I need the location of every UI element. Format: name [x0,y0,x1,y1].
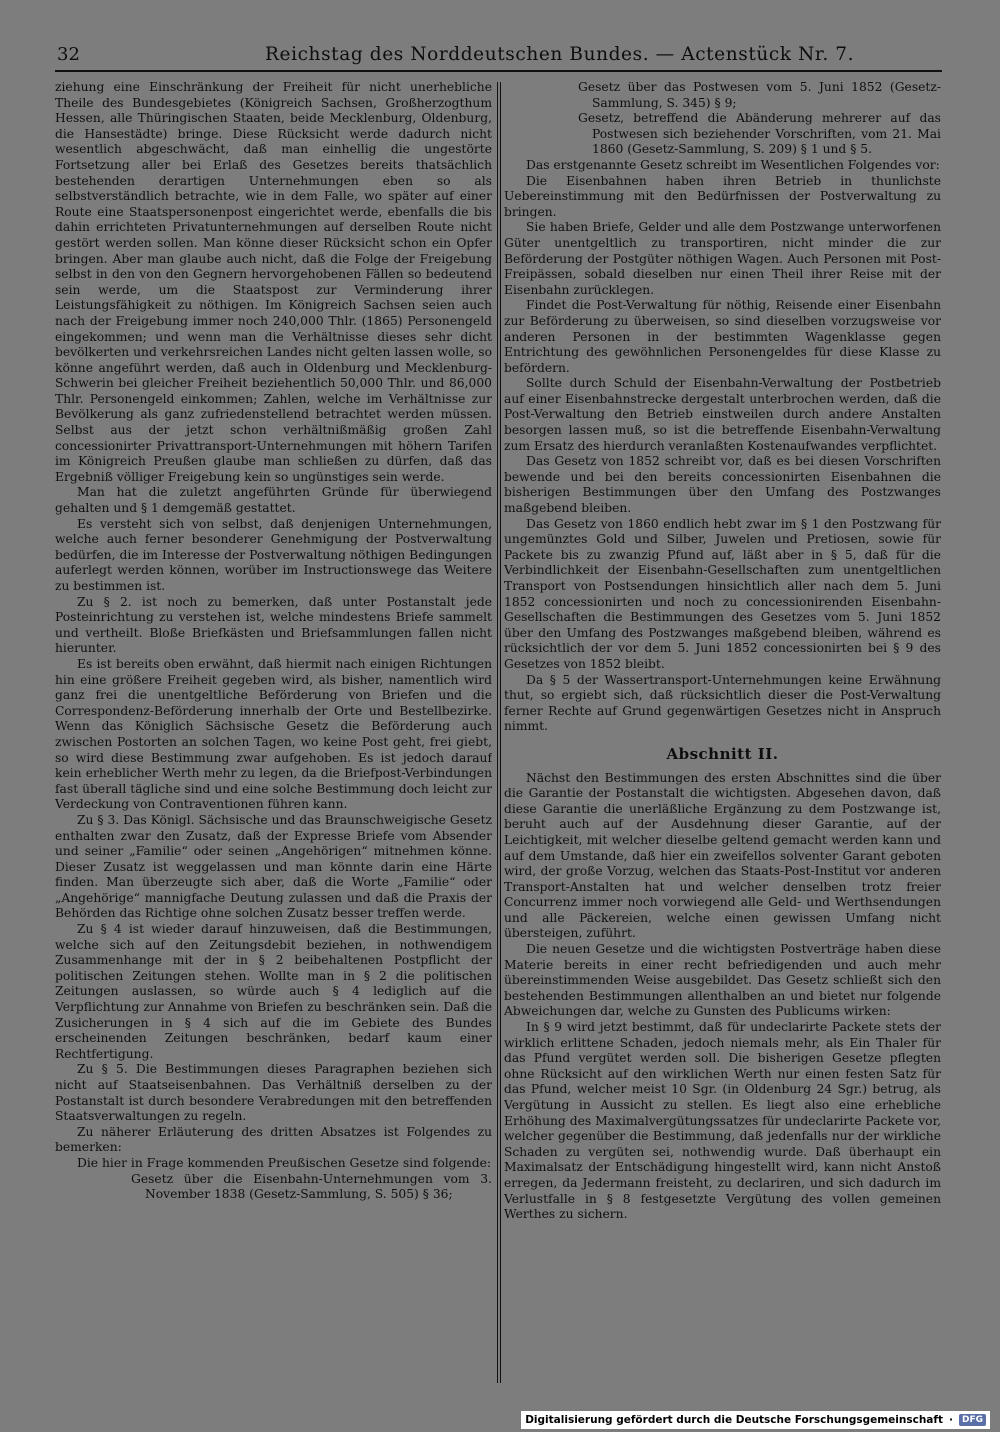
paragraph: Zu § 5. Die Bestimmungen dieses Paragraphen beziehen sich nicht auf Staatseisenbahnen. Das Verhältniß derselben zu der Postanstalt ist durch besondere Verabredungen mit den betreffenden Staatsverwaltungen zu regeln. [55,1062,492,1124]
paragraph: Zu § 2. ist noch zu bemerken, daß unter Postanstalt jede Posteinrichtung zu verstehen ist, welche mindestens Briefe sammelt und vertheilt. Bloße Briefkästen und Briefsammlungen fallen nicht hierunter. [55,594,492,656]
footer-text: Digitalisierung gefördert durch die Deutsche Forschungsgemeinschaft [525,1414,943,1426]
paragraph: Nächst den Bestimmungen des ersten Abschnittes sind die über die Garantie der Postanstalt die wichtigsten. Abgesehen davon, daß diese Garantie die unerläßliche Ergänzung zu dem Postzwange ist, beruht auch auf der Ausdehnung dieser Garantie, auf der Leichtigkeit, mit welcher dieselbe geltend gemacht werden kann und auf dem Umstande, daß hier ein zweifellos solventer Garant geboten wird, der große Vorzug, welchen das Staats-Post-Institut vor anderen Transport-Anstalten hat und welcher denselben trotz freier Concurrenz immer noch vorwiegend alle Geld- und Werthsendungen und alle Päckereien, welche einen gewissen Umfang nicht übersteigen, zuführt. [504,770,941,941]
paragraph: Das Gesetz von 1860 endlich hebt zwar im § 1 den Postzwang für ungemünztes Gold und Silber, Juwelen und Pretiosen, sowie für Packete bis zu zwanzig Pfund auf, läßt aber in § 5, daß für die Verbindlichkeit der Eisenbahn-Gesellschaften zum unentgeltlichen Transport von Postsendungen hinsichtlich aller nach dem 5. Juni 1852 concessionirten und noch zu concessionirenden Eisenbahn-Gesellschaften die Bestimmungen des Gesetzes vom 5. Juni 1852 über den Umfang des Postzwanges maßgebend bleiben, während es rücksichtlich der vor dem 5. Juni 1852 concessionirten bei § 9 des Gesetzes von 1852 bleibt. [504,516,941,671]
paragraph: In § 9 wird jetzt bestimmt, daß für undeclarirte Packete stets der wirklich erlittene Schaden, jedoch niemals mehr, als Ein Thaler für das Pfund vergütet werden soll. Die bisherigen Gesetze pflegten ohne Rücksicht auf den wirklichen Werth nur einen festen Satz für das Pfund, welcher meist 10 Sgr. (in Oldenburg 24 Sgr.) betrug, als Vergütung in Aussicht zu stellen. Es liegt also eine erhebliche Erhöhung des Maximalvergütungssatzes für undeclarirte Packete vor, welcher gegenüber die Bestimmung, daß jedenfalls nur der wirkliche Schaden zu vergüten sei, nothwendig wurde. Daß überhaupt ein Maximalsatz der Entschädigung hingestellt wird, kann nicht Anstoß erregen, da Jedermann freisteht, zu declariren, und sich dadurch im Verlustfalle in § 8 festgesetzte Vergütung des vollen gemeinen Werthes zu sichern. [504,1020,941,1222]
right-column [504,80,941,1385]
paragraph: Sie haben Briefe, Gelder und alle dem Postzwange unterworfenen Güter unentgeltlich zu transportiren, nicht minder die zur Beförderung der Postgüter nöthigen Wagen. Auch Personen mit Post-Freipässen, sobald dieselben nur einen Theil ihrer Reise mit der Eisenbahn zurücklegen. [504,220,941,297]
paragraph: Das Gesetz von 1852 schreibt vor, daß es bei diesen Vorschriften bewende und bei den bereits concessionirten Eisenbahnen die bisherigen Bestimmungen über den Umfang des Postzwanges maßgebend bleiben. [504,454,941,516]
paragraph: Sollte durch Schuld der Eisenbahn-Verwaltung der Postbetrieb auf einer Eisenbahnstrecke dergestalt unterbrochen werden, daß die Post-Verwaltung den Betrieb einstweilen durch andere Anstalten besorgen lassen muß, so ist die betreffende Eisenbahn-Verwaltung zum Ersatz des hierdurch veranlaßten Kostenaufwandes verpflichtet. [504,376,941,453]
column-divider [497,82,501,1383]
page-number: 32 [57,44,80,65]
paragraph: ziehung eine Einschränkung der Freiheit für nicht unerhebliche Theile des Bundesgebietes (Königreich Sachsen, Großherzogthum Hessen, alle Thüringischen Staaten, beide Mecklenburg, Oldenburg, die Hansestädte) bringe. Diese Rücksicht werde dadurch nicht wesentlich abgeschwächt, daß man einhellig die ungestörte Fortsetzung aller bei Erlaß des Gesetzes bereits thatsächlich bestehenden derartigen Unternehmungen eben so als selbstverständlich betrachte, wie in dem Falle, wo später auf einer Route eine Staatspersonenpost eingerichtet werde, ebenfalls die bis dahin errichteten Privatunternehmungen auf derselben Route nicht gestört werden sollen. Man könne dieser Rücksicht schon ein Opfer bringen. Aber man glaube auch nicht, daß die Folge der Freigebung selbst in den von den Gegnern hervorgehobenen Fällen so bedeutend sein werde, um die Staatspost zur Verminderung ihrer Leistungsfähigkeit zu nöthigen. Im Königreich Sachsen seien auch nach der Freigebung immer noch 240,000 Thlr. (1865) Personengeld eingekommen; und wenn man die Verhältnisse dieses sehr dicht bevölkerten und verkehrsreichen Landes nicht gelten lassen wolle, so könne angeführt werden, daß auch in Oldenburg und Mecklenburg-Schwerin bei gleicher Freiheit beziehentlich 50,000 Thlr. und 86,000 Thlr. Personengeld einkommen; Zahlen, welche im Verhältnisse zur Bevölkerung als ganz zufriedenstellend betrachtet werden müssen. Selbst aus der jetzt schon verhältnißmäßig großen Zahl concessionirter Privattransport-Unternehmungen mit höhern Tarifen im Königreich Preußen glaube man schließen zu dürfen, daß das Ergebniß völliger Freigebung kein so ungünstiges sein werde. [55,80,492,484]
paragraph: Zu § 4 ist wieder darauf hinzuweisen, daß die Bestimmungen, welche sich auf den Zeitungsdebit beziehen, in nothwendigem Zusammenhange mit der in § 2 beibehaltenen Postpflicht der politischen Zeitungen stehen. Wollte man in § 2 die politischen Zeitungen auslassen, so würde auch § 4 lediglich auf die Verpflichtung zur Annahme von Briefen zu beschränken sein. Daß die Zusicherungen in § 4 sich auf die im Gebiete des Bundes erscheinenden Zeitungen beschränken, bedarf kaum einer Rechtfertigung. [55,922,492,1061]
paragraph: Die hier in Frage kommenden Preußischen Gesetze sind folgende: [77,1155,492,1170]
paragraph: Die Eisenbahnen haben ihren Betrieb in thunlichste Uebereinstimmung mit den Bedürfnissen der Postverwaltung zu bringen. [504,173,941,219]
paragraph: Das erstgenannte Gesetz schreibt im Wesentlichen Folgendes vor: [526,157,940,172]
right-column-upper [504,80,941,735]
paragraph: Gesetz über das Postwesen vom 5. Juni 1852 (Gesetz-Sammlung, S. 345) § 9; [578,80,941,110]
paragraph: Zu näherer Erläuterung des dritten Absatzes ist Folgendes zu bemerken: [55,1124,492,1155]
paragraph: Da § 5 der Wassertransport-Unternehmungen keine Erwähnung thut, so ergiebt sich, daß rücksichtlich dieser die Post-Verwaltung ferner Rechte auf Grund gegenwärtigen Gesetzes nicht in Anspruch nimmt. [504,672,941,734]
paragraph: Zu § 3. Das Königl. Sächsische und das Braunschweigische Gesetz enthalten zwar den Zusatz, daß der Expresse Briefe vom Absender und seiner „Familie“ oder seinen „Angehörigen“ mitnehmen könne. Dieser Zusatz ist weggelassen und man könnte darin eine Härte finden. Man überzeugte sich aber, daß die Worte „Familie“ oder „Angehörige“ mannigfache Deutung zulassen und daß die Praxis der Behörden das Richtige ohne solchen Zusatz besser treffen werde. [55,812,492,921]
right-column-lower [504,771,941,1223]
left-column [55,80,492,1385]
paragraph: Man hat die zuletzt angeführten Gründe für überwiegend gehalten und § 1 demgemäß gestattet. [55,485,492,516]
paragraph: Gesetz über die Eisenbahn-Unternehmungen vom 3. November 1838 (Gesetz-Sammlung, S. 505) § 36; [131,1171,492,1202]
paragraph: Gesetz, betreffend die Abänderung mehrerer auf das Postwesen sich beziehender Vorschriften, vom 21. Mai 1860 (Gesetz-Sammlung, S. 209) § 1 und § 5. [578,111,941,157]
section-heading: Abschnitt II. [666,744,779,763]
paragraph: Es versteht sich von selbst, daß denjenigen Unternehmungen, welche auch ferner besonderer Genehmigung der Postverwaltung bedürfen, die im Interesse der Postverwaltung nöthigen Bedingungen auferlegt werden können, worüber im Instructionswege das Weitere zu bestimmen ist. [55,516,492,593]
paragraph: Findet die Post-Verwaltung für nöthig, Reisende einer Eisenbahn zur Beförderung zu überweisen, so sind dieselben vorzugsweise vor anderen Personen in der bestimmten Wagenklasse gegen Entrichtung des gewöhnlichen Personengeldes für diese Klasse zu befördern. [504,298,941,375]
paragraph: Die neuen Gesetze und die wichtigsten Postverträge haben diese Materie bereits in einer recht befriedigenden und auch mehr übereinstimmenden Weise ausgebildet. Das Gesetz schließt sich den bestehenden Bestimmungen allenthalben an und bietet nur folgende Abweichungen dar, welche zu Gunsten des Publicums wirken: [504,942,941,1019]
running-title: Reichstag des Norddeutschen Bundes. — Actenstück Nr. 7. [265,44,855,65]
page-header [55,42,942,72]
paragraph: Es ist bereits oben erwähnt, daß hiermit nach einigen Richtungen hin eine größere Freiheit gegeben wird, als bisher, namentlich wird ganz frei die unentgeltliche Beförderung von Briefen und die Correspondenz-Beförderung innerhalb der Orte und Bestellbezirke. Wenn das Königlich Sächsische Gesetz die Beförderung auch zwischen Postorten an solchen Tagen, wo keine Post geht, frei giebt, so wird diese Bestimmung zwar aufgehoben. Es ist jedoch darauf kein erheblicher Werth mehr zu legen, da die Briefpost-Verbindungen fast überall tägliche sind und eine solche Bestimmung doch leicht zur Verdeckung von Contraventionen führen kann. [55,656,492,812]
footer-credit: Digitalisierung gefördert durch die Deutsche Forschungsgemeinschaft · DFG [521,1411,990,1429]
dfg-logo-icon: DFG [959,1414,986,1426]
